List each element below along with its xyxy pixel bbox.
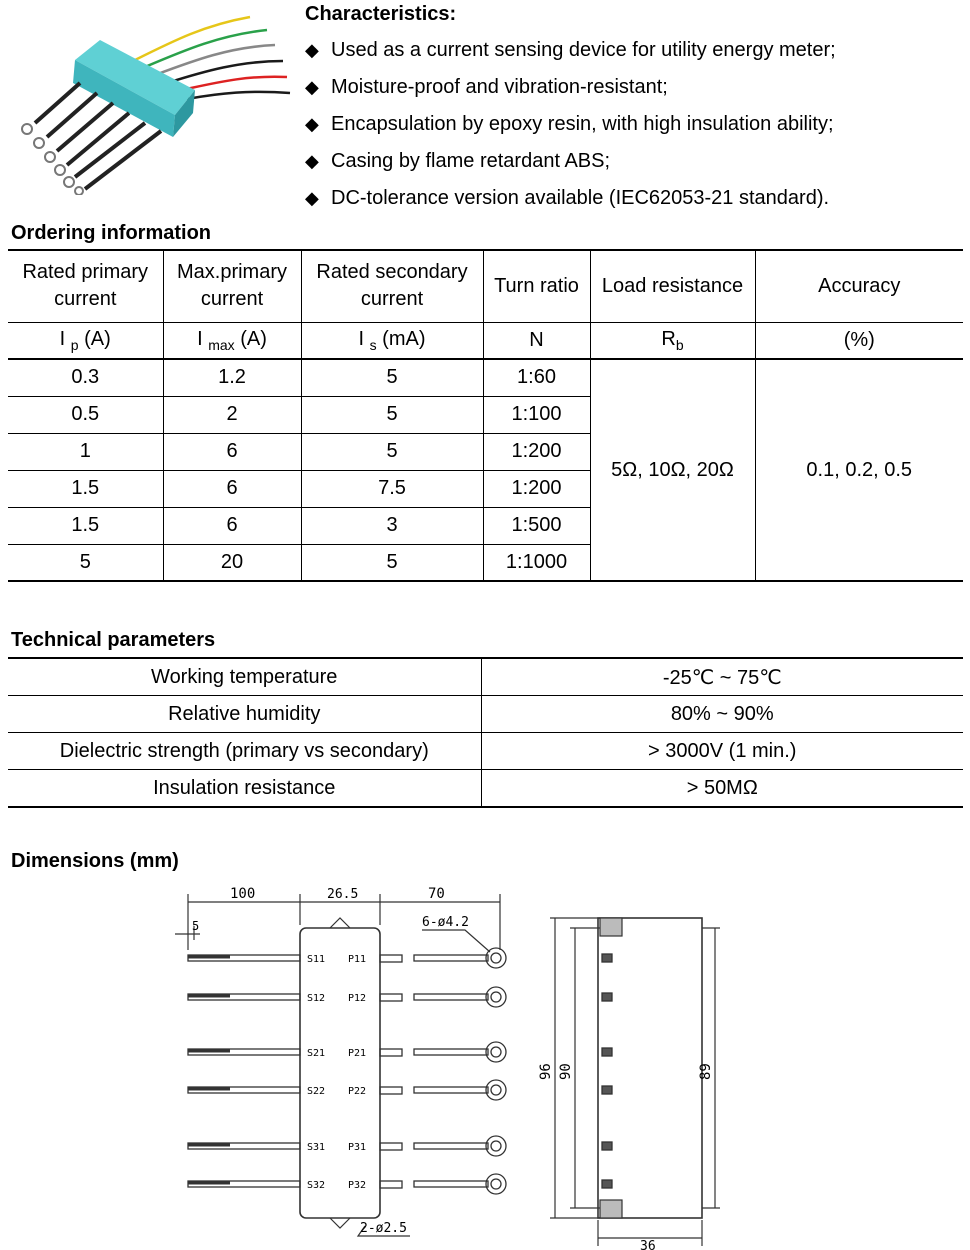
right-lead [414,1049,488,1055]
holes-top-label: 6-ø4.2 [422,915,469,930]
technical-title: Technical parameters [11,629,216,651]
symbol-accuracy: (%) [755,322,963,359]
cell-turn-ratio: 1:500 [483,507,590,544]
dim-36-label: 36 [640,1239,656,1250]
cell-ip: 0.3 [8,359,163,396]
ring-terminal-icon [486,1136,506,1156]
table-row [8,733,963,770]
cell-imax: 6 [163,470,301,507]
cell-accuracy: 0.1, 0.2, 0.5 [755,359,963,581]
ring-terminal-hole-icon [491,953,501,963]
right-lead-sleeve [380,1143,402,1150]
param-label: Relative humidity [8,696,481,733]
cell-turn-ratio: 1:1000 [483,544,590,581]
ordering-table [8,249,963,582]
characteristic-item: ◆ Moisture-proof and vibration-resistant; [305,76,668,98]
symbol-is: I $_s$ (mA) [301,322,483,359]
dimensions-title: Dimensions (mm) [11,850,179,872]
right-lead-sleeve [380,1181,402,1188]
cell-is: 5 [301,544,483,581]
cell-turn-ratio: 1:200 [483,433,590,470]
ring-terminal-hole-icon [491,1179,501,1189]
param-value: -25℃ ~ 75℃ [481,658,963,696]
ring-terminal-icon [486,1174,506,1194]
side-lead-stub [602,993,612,1001]
right-lead [414,955,488,961]
param-value: 80% ~ 90% [481,696,963,733]
header-turn-ratio: Turn ratio [483,250,590,322]
right-lead [414,1087,488,1093]
param-label: Dielectric strength (primary vs secondary) [8,733,481,770]
header-load-resistance: Load resistance [590,250,755,322]
cell-is: 5 [301,396,483,433]
cell-imax: 6 [163,507,301,544]
cell-imax: 6 [163,433,301,470]
cell-turn-ratio: 1:100 [483,396,590,433]
dimension-drawing [170,880,730,1250]
pin-label: P32 [348,1180,367,1191]
right-lead-sleeve [380,1087,402,1094]
symbol-imax: I $_{max}$ (A) [163,322,301,359]
dim-90-label: 90 [558,1063,574,1080]
side-lead-stub [602,954,612,962]
cell-turn-ratio: 1:200 [483,470,590,507]
symbol-n: N [483,322,590,359]
symbol-ip: I $_p$ (A) [8,322,163,359]
symbol-rb: $R_b$ [590,322,755,359]
characteristic-item: ◆ Casing by flame retardant ABS; [305,150,611,172]
pin-label: S31 [307,1142,326,1153]
right-lead [414,994,488,1000]
dim-96-label: 96 [538,1063,554,1080]
ring-terminal-icon [486,1080,506,1100]
ring-terminal-icon [486,987,506,1007]
pin-label: P31 [348,1142,367,1153]
dim-5-label: 5 [192,919,200,933]
technical-table [8,657,963,808]
side-lead-stub [602,1048,612,1056]
cell-ip: 1.5 [8,470,163,507]
param-label: Insulation resistance [8,770,481,808]
param-value: > 50MΩ [481,770,963,808]
characteristic-item: ◆ DC-tolerance version available (IEC62053-21 standard). [305,187,830,209]
header-rated-secondary: Rated secondary current [301,250,483,322]
pin-label: P21 [348,1048,367,1059]
cell-is: 7.5 [301,470,483,507]
ring-terminal-hole-icon [491,1047,501,1057]
table-row [8,770,963,808]
param-value: > 3000V (1 min.) [481,733,963,770]
header-max-primary: Max.primary current [163,250,301,322]
characteristic-item: ◆ Used as a current sensing device for utility energy meter; [305,39,836,61]
ring-terminal-hole-icon [491,1085,501,1095]
right-lead-sleeve [380,1049,402,1056]
ordering-header-row [8,250,963,322]
side-lead-stub [602,1180,612,1188]
product-photo [5,5,295,195]
diamond-bullet-icon: ◆ [305,114,319,134]
cell-imax: 1.2 [163,359,301,396]
ring-terminal-hole-icon [491,1141,501,1151]
holes-bottom-label: 2-ø2.5 [360,1221,407,1236]
pin-label: P11 [348,954,367,965]
cell-is: 5 [301,359,483,396]
cell-ip: 5 [8,544,163,581]
right-lead [414,1181,488,1187]
dim-70-label: 70 [428,886,445,902]
right-lead-sleeve [380,955,402,962]
dim-100-label: 100 [230,886,256,902]
table-row [8,696,963,733]
ordering-title: Ordering information [11,222,211,244]
side-lead-stub [602,1142,612,1150]
header-rated-primary: Rated primary current [8,250,163,322]
side-lead-stub [602,1086,612,1094]
diamond-bullet-icon: ◆ [305,188,319,208]
characteristic-item: ◆ Encapsulation by epoxy resin, with high insulation ability; [305,113,834,135]
param-label: Working temperature [8,658,481,696]
pin-label: P22 [348,1086,367,1097]
cell-is: 3 [301,507,483,544]
pin-label: S21 [307,1048,326,1059]
pin-label: S22 [307,1086,326,1097]
table-row [8,359,963,396]
ring-terminal-icon [486,1042,506,1062]
table-row [8,658,963,696]
right-lead [414,1143,488,1149]
diamond-bullet-icon: ◆ [305,77,319,97]
right-lead-sleeve [380,994,402,1001]
cell-turn-ratio: 1:60 [483,359,590,396]
pin-label: S12 [307,993,326,1004]
cell-ip: 1 [8,433,163,470]
pin-label: S11 [307,954,326,965]
cell-load-resistance: 5Ω, 10Ω, 20Ω [590,359,755,581]
cell-imax: 2 [163,396,301,433]
ordering-symbol-row [8,322,963,359]
dim-26-5-label: 26.5 [327,887,359,902]
ring-terminal-hole-icon [491,992,501,1002]
cell-is: 5 [301,433,483,470]
header-accuracy: Accuracy [755,250,963,322]
cell-imax: 20 [163,544,301,581]
characteristics-title: Characteristics: [305,3,457,25]
diamond-bullet-icon: ◆ [305,151,319,171]
cell-ip: 0.5 [8,396,163,433]
diamond-bullet-icon: ◆ [305,40,319,60]
ring-terminal-icon [486,948,506,968]
cell-ip: 1.5 [8,507,163,544]
pin-label: P12 [348,993,367,1004]
dim-89-label: 89 [698,1063,714,1080]
pin-label: S32 [307,1180,326,1191]
